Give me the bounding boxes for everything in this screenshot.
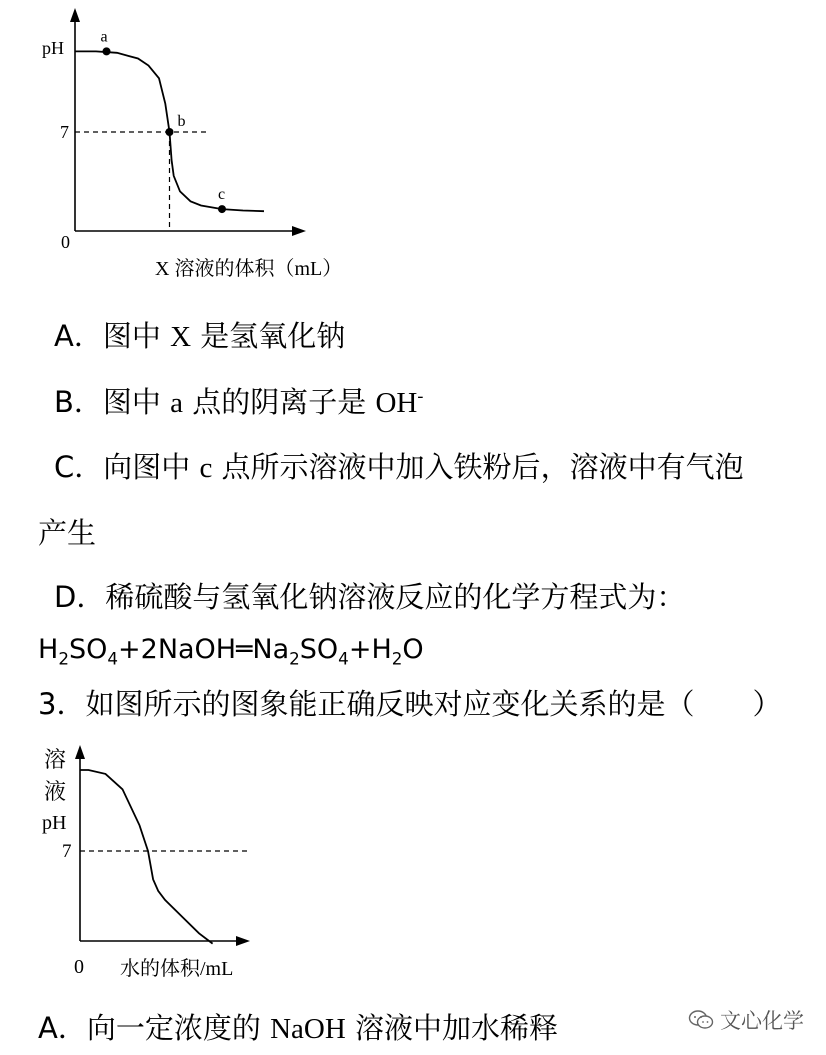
- y-axis-label: pH: [42, 38, 64, 58]
- x-axis-arrow: [236, 936, 250, 946]
- option-a: A．图中 X 是氢氧化钠: [54, 319, 346, 353]
- option-3a: A．向一定浓度的 NaOH 溶液中加水稀释: [38, 1011, 558, 1045]
- origin-label: 0: [74, 956, 84, 978]
- y-axis-arrow: [75, 745, 85, 759]
- point-c: [218, 205, 226, 213]
- chart-solution-ph-vs-water-volume: [0, 735, 300, 995]
- option-c-line1: C．向图中 c 点所示溶液中加入铁粉后，溶液中有气泡: [54, 450, 744, 484]
- option-d: D．稀硫酸与氢氧化钠溶液反应的化学方程式为：: [54, 580, 686, 614]
- y-tick-label: 7: [60, 122, 69, 142]
- y-axis-label-1: 溶: [44, 747, 67, 772]
- point-label-c: c: [218, 186, 226, 204]
- point-a: [103, 47, 111, 55]
- ph-curve: [80, 770, 213, 944]
- y-axis-label-2: 液: [44, 779, 67, 804]
- point-label-a: a: [100, 28, 108, 46]
- watermark-text: 文心化学: [720, 1009, 804, 1033]
- y-axis-arrow: [70, 8, 80, 22]
- chemical-equation: $H_2SO_4+2NaOH═Na_2SO_4+H_2O$: [38, 634, 424, 669]
- x-axis-label: 水的体积/mL: [120, 958, 234, 980]
- question-3: 3．如图所示的图象能正确反映对应变化关系的是（ ）: [38, 687, 782, 721]
- x-axis-label: X 溶液的体积（mL）: [155, 258, 343, 280]
- chart-ph-vs-x-volume: [0, 0, 420, 290]
- watermark: [688, 1005, 804, 1035]
- option-b: B．图中 a 点的阴离子是 OH-: [54, 385, 424, 419]
- origin-label: 0: [61, 232, 70, 252]
- y-axis-label-3: pH: [42, 812, 67, 834]
- point-b: [166, 128, 174, 136]
- y-tick-label: 7: [62, 841, 72, 862]
- wechat-icon: [688, 1009, 714, 1031]
- x-axis-arrow: [292, 226, 306, 236]
- point-label-b: b: [177, 113, 186, 130]
- option-c-line2: 产生: [38, 516, 97, 550]
